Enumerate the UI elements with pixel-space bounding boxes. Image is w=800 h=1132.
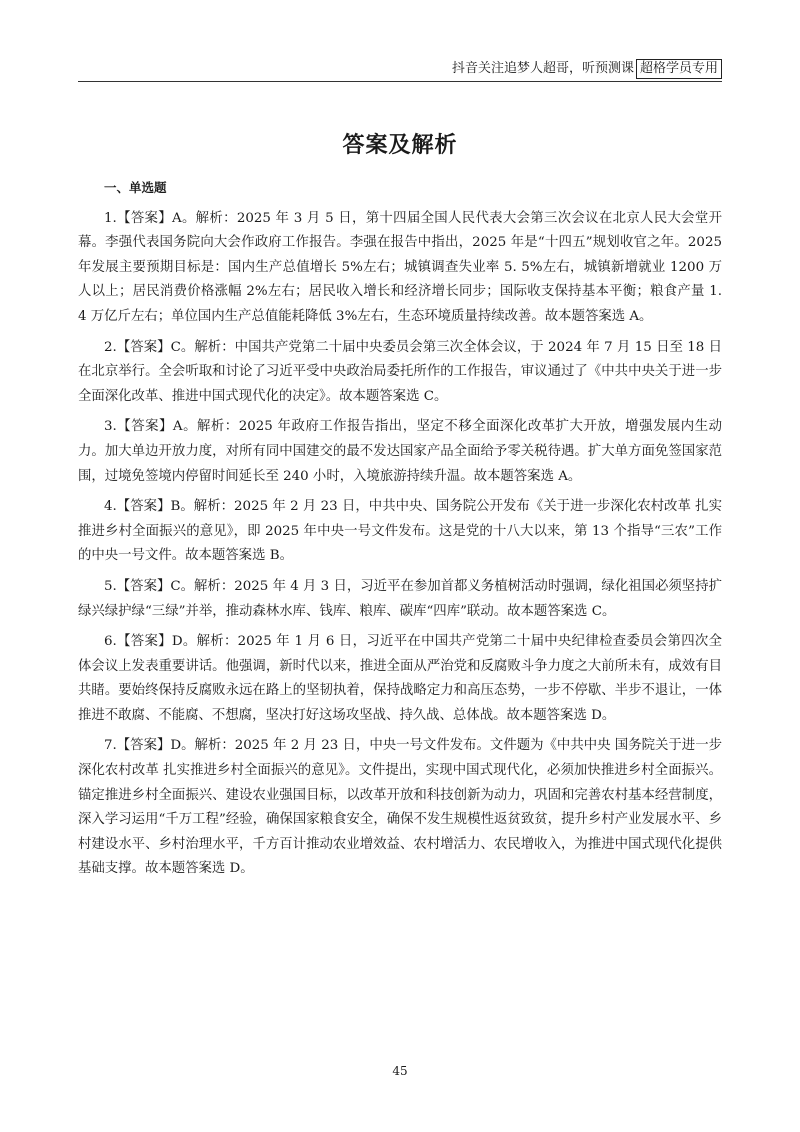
answer-item-7: 7.【答案】D。解析：2025 年 2 月 23 日，中央一号文件发布。文件题为《中共中央 国务院关于进一步深化农村改革 扎实推进乡村全面振兴的意见》。文件提出，实现中国式现代化，必须加快推进乡村全面振兴。锚定推进乡村全面振兴、建设农业强国目标，以改革开放和科技创新为动力，巩固和完善农村基本经营制度，深入学习运用“千万工程”经验，确保国家粮食安全，确保不发生规模性返贫致贫，提升乡村产业发展水平、乡村建设水平、乡村治理水平，千方百计推动农业增效益、农村增活力、农民增收入，为推进中国式现代化提供基础支撑。故本题答案选 D。: [78, 738, 722, 877]
header-tag: 超格学员专用: [636, 59, 722, 79]
answer-item-1: 1.【答案】A。解析：2025 年 3 月 5 日，第十四届全国人民代表大会第三次会议在北京人民大会堂开幕。李强代表国务院向大会作政府工作报告。李强在报告中指出，2025 年是“十四五”规划收官之年。2025 年发展主要预期目标是：国内生产总值增长 5%左右；城镇调查失业率 5. 5%左右，城镇新增就业 1200 万人以上；居民消费价格涨幅 2%左右；居民收入增长和经济增长同步；国际收支保持基本平衡；粮食产量 1. 4 万亿斤左右；单位国内生产总值能耗降低 3%左右，生态环境质量持续改善。故本题答案选 A。: [78, 210, 722, 324]
answers-section: [78, 176, 722, 888]
answer-item-4: 4.【答案】B。解析：2025 年 2 月 23 日，中共中央、国务院公开发布《关于进一步深化农村改革 扎实推进乡村全面振兴的意见》，即 2025 年中央一号文件发布。这是党的十八大以来，第 13 个指导“三农”工作的中央一号文件。故本题答案选 B。: [78, 499, 722, 564]
page-number: 45: [392, 1064, 408, 1078]
answer-item-3: 3.【答案】A。解析：2025 年政府工作报告指出，坚定不移全面深化改革扩大开放，增强发展内生动力。加大单边开放力度，对所有同中国建交的最不发达国家产品全面给予零关税待遇。扩大单方面免签国家范围，过境免签境内停留时间延长至 240 小时，入境旅游持续升温。故本题答案选 A。: [78, 419, 722, 484]
page-header: [78, 58, 722, 82]
answer-item-5: 5.【答案】C。解析：2025 年 4 月 3 日，习近平在参加首都义务植树活动时强调，绿化祖国必须坚持扩绿兴绿护绿“三绿”并举，推动森林水库、钱库、粮库、碳库“四库”联动。故本题答案选 C。: [78, 578, 722, 619]
header-text: 抖音关注追梦人超哥，听预测课: [451, 61, 634, 76]
page-title: 答案及解析: [342, 132, 458, 158]
section-heading: 一、单选题: [104, 180, 167, 195]
answer-item-2: 2.【答案】C。解析：中国共产党第二十届中央委员会第三次全体会议，于 2024 年 7 月 15 日至 18 日在北京举行。全会听取和讨论了习近平受中央政治局委托所作的工作报告，审议通过了《中共中央关于进一步全面深化改革、推进中国式现代化的决定》。故本题答案选 C。: [78, 339, 722, 404]
answer-item-6: 6.【答案】D。解析：2025 年 1 月 6 日，习近平在中国共产党第二十届中央纪律检查委员会第四次全体会议上发表重要讲话。他强调，新时代以来，推进全面从严治党和反腐败斗争力度之大前所未有，成效有目共睹。要始终保持反腐败永远在路上的坚韧执着，保持战略定力和高压态势，一步不停歇、半步不退让，一体推进不敢腐、不能腐、不想腐，坚决打好这场攻坚战、持久战、总体战。故本题答案选 D。: [78, 634, 722, 723]
